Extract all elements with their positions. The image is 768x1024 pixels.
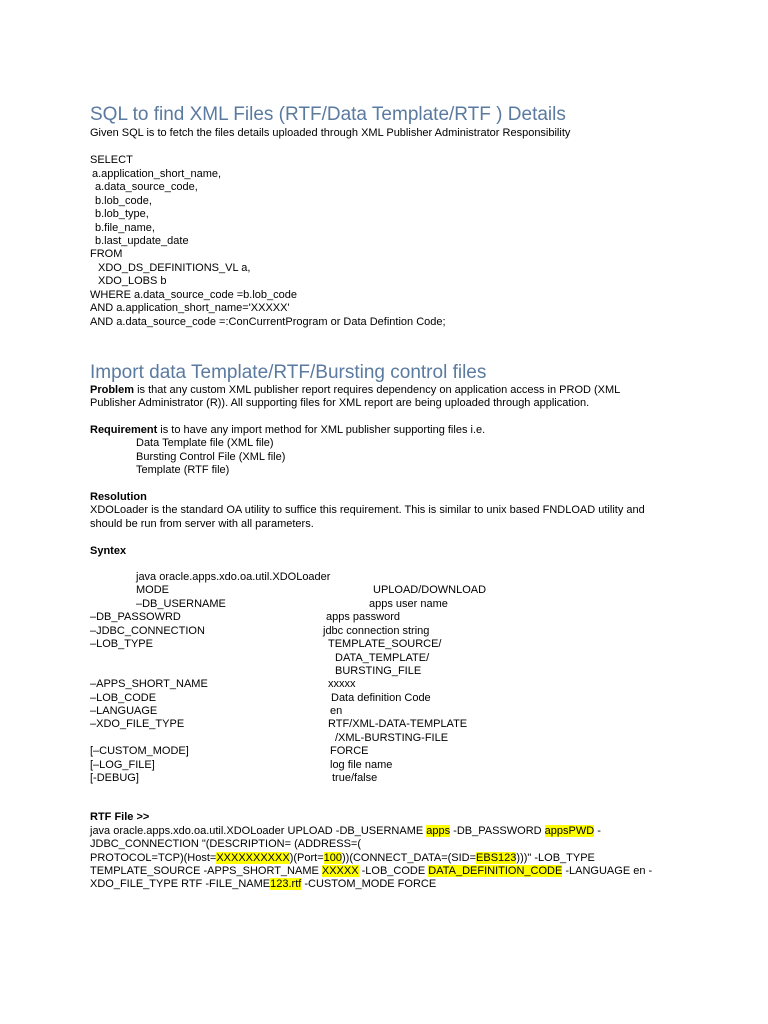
syntax-value: jdbc connection string [323,625,430,637]
highlight-sid: EBS123 [476,852,517,864]
requirement-item: Template (RTF file) [136,464,230,476]
section2-heading: Import data Template/RTF/Bursting control files [90,362,487,383]
sql-line: FROM [90,248,123,260]
resolution-line2: should be run from server with all parameters. [90,518,314,530]
syntax-param: –APPS_SHORT_NAME [90,678,208,690]
rtf-cmd-line [90,878,436,892]
cmd-text: TEMPLATE_SOURCE -APPS_SHORT_NAME [90,865,322,877]
syntax-value: DATA_TEMPLATE/ [335,652,430,664]
syntax-value: true/false [332,772,378,784]
sql-line: b.last_update_date [95,235,189,247]
problem-text: is that any custom XML publisher report requires dependency on application access in PROD (XML [134,384,621,396]
sql-line: XDO_LOBS b [98,275,167,287]
cmd-text: - [594,825,601,837]
syntax-param: –LOB_TYPE [90,638,153,650]
sql-line: b.lob_code, [95,195,152,207]
rtf-file-label: RTF File >> [90,811,150,823]
syntax-value: /XML-BURSTING-FILE [335,732,449,744]
section1-heading: SQL to find XML Files (RTF/Data Template/RTF ) Details [90,104,566,125]
sql-line: AND a.application_short_name='XXXXX' [90,302,290,314]
sql-line: WHERE a.data_source_code =b.lob_code [90,289,297,301]
syntax-param: [–LOG_FILE] [90,759,155,771]
highlight-username: apps [426,825,451,837]
syntax-param: –DB_USERNAME [136,598,226,610]
syntax-value: Data definition Code [331,692,431,704]
syntax-value: apps user name [369,598,448,610]
rtf-cmd-line [90,865,652,879]
requirement-item: Data Template file (XML file) [136,437,274,449]
cmd-text: )))" -LOB_TYPE [516,852,595,864]
requirement-label: Requirement [90,424,158,436]
cmd-text: PROTOCOL=TCP)(Host= [90,852,217,864]
rtf-cmd-line: JDBC_CONNECTION "(DESCRIPTION= (ADDRESS=( [90,838,361,850]
sql-line: AND a.data_source_code =:ConCurrentProgram or Data Defintion Code; [90,316,446,328]
syntax-value: apps password [326,611,400,623]
sql-line: XDO_DS_DEFINITIONS_VL a, [98,262,251,274]
cmd-text: java oracle.apps.xdo.oa.util.XDOLoader UPLOAD -DB_USERNAME [90,825,427,837]
highlight-port: 100 [323,852,342,864]
highlight-short-name: XXXXX [321,865,359,877]
problem-label: Problem [90,384,135,396]
syntax-value: RTF/XML-DATA-TEMPLATE [328,718,468,730]
sql-line: SELECT [90,154,133,166]
syntax-value: BURSTING_FILE [335,665,422,677]
cmd-text: -CUSTOM_MODE FORCE [301,878,437,890]
syntax-param: java oracle.apps.xdo.oa.util.XDOLoader [136,571,331,583]
sql-line: a.application_short_name, [92,168,222,180]
syntax-param: MODE [136,584,169,596]
resolution-line1: XDOLoader is the standard OA utility to suffice this requirement. This is similar to unix based FNDLOAD utility and [90,504,645,516]
syntax-param: –JDBC_CONNECTION [90,625,205,637]
cmd-text: -LANGUAGE en - [562,865,653,877]
syntax-param: [-DEBUG] [90,772,139,784]
problem-line1 [90,384,620,398]
syntax-param: –LANGUAGE [90,705,158,717]
highlight-password: appsPWD [544,825,595,837]
resolution-label: Resolution [90,491,147,503]
requirement-text: is to have any import method for XML publisher supporting files i.e. [157,424,486,436]
syntax-value: TEMPLATE_SOURCE/ [328,638,442,650]
cmd-text: -DB_PASSWORD [450,825,545,837]
syntax-value: log file name [330,759,393,771]
syntax-value: en [330,705,343,717]
syntax-param: –LOB_CODE [90,692,157,704]
sql-line: a.data_source_code, [95,181,198,193]
highlight-host: XXXXXXXXXX [216,852,290,864]
highlight-lob-code: DATA_DEFINITION_CODE [428,865,563,877]
cmd-text: )(Port= [289,852,324,864]
syntax-param: [–CUSTOM_MODE] [90,745,189,757]
cmd-text: ))(CONNECT_DATA=(SID= [342,852,477,864]
requirement-line [90,424,485,438]
syntax-value: xxxxx [328,678,356,690]
cmd-text: XDO_FILE_TYPE RTF -FILE_NAME [90,878,271,890]
syntax-param: –DB_PASSOWRD [90,611,181,623]
rtf-cmd-line [90,852,595,866]
cmd-text: -LOB_CODE [358,865,429,877]
syntax-param: –XDO_FILE_TYPE [90,718,185,730]
syntax-label: Syntex [90,545,127,557]
syntax-value: FORCE [330,745,369,757]
highlight-file-name: 123.rtf [270,878,302,890]
problem-line2: Publisher Administrator (R)). All supporting files for XML report are being uploaded through application. [90,397,590,409]
sql-line: b.lob_type, [95,208,149,220]
section1-intro: Given SQL is to fetch the files details uploaded through XML Publisher Administrator Responsibility [90,127,571,139]
rtf-cmd-line [90,825,601,839]
requirement-item: Bursting Control File (XML file) [136,451,286,463]
syntax-value: UPLOAD/DOWNLOAD [373,584,487,596]
sql-line: b.file_name, [95,222,155,234]
